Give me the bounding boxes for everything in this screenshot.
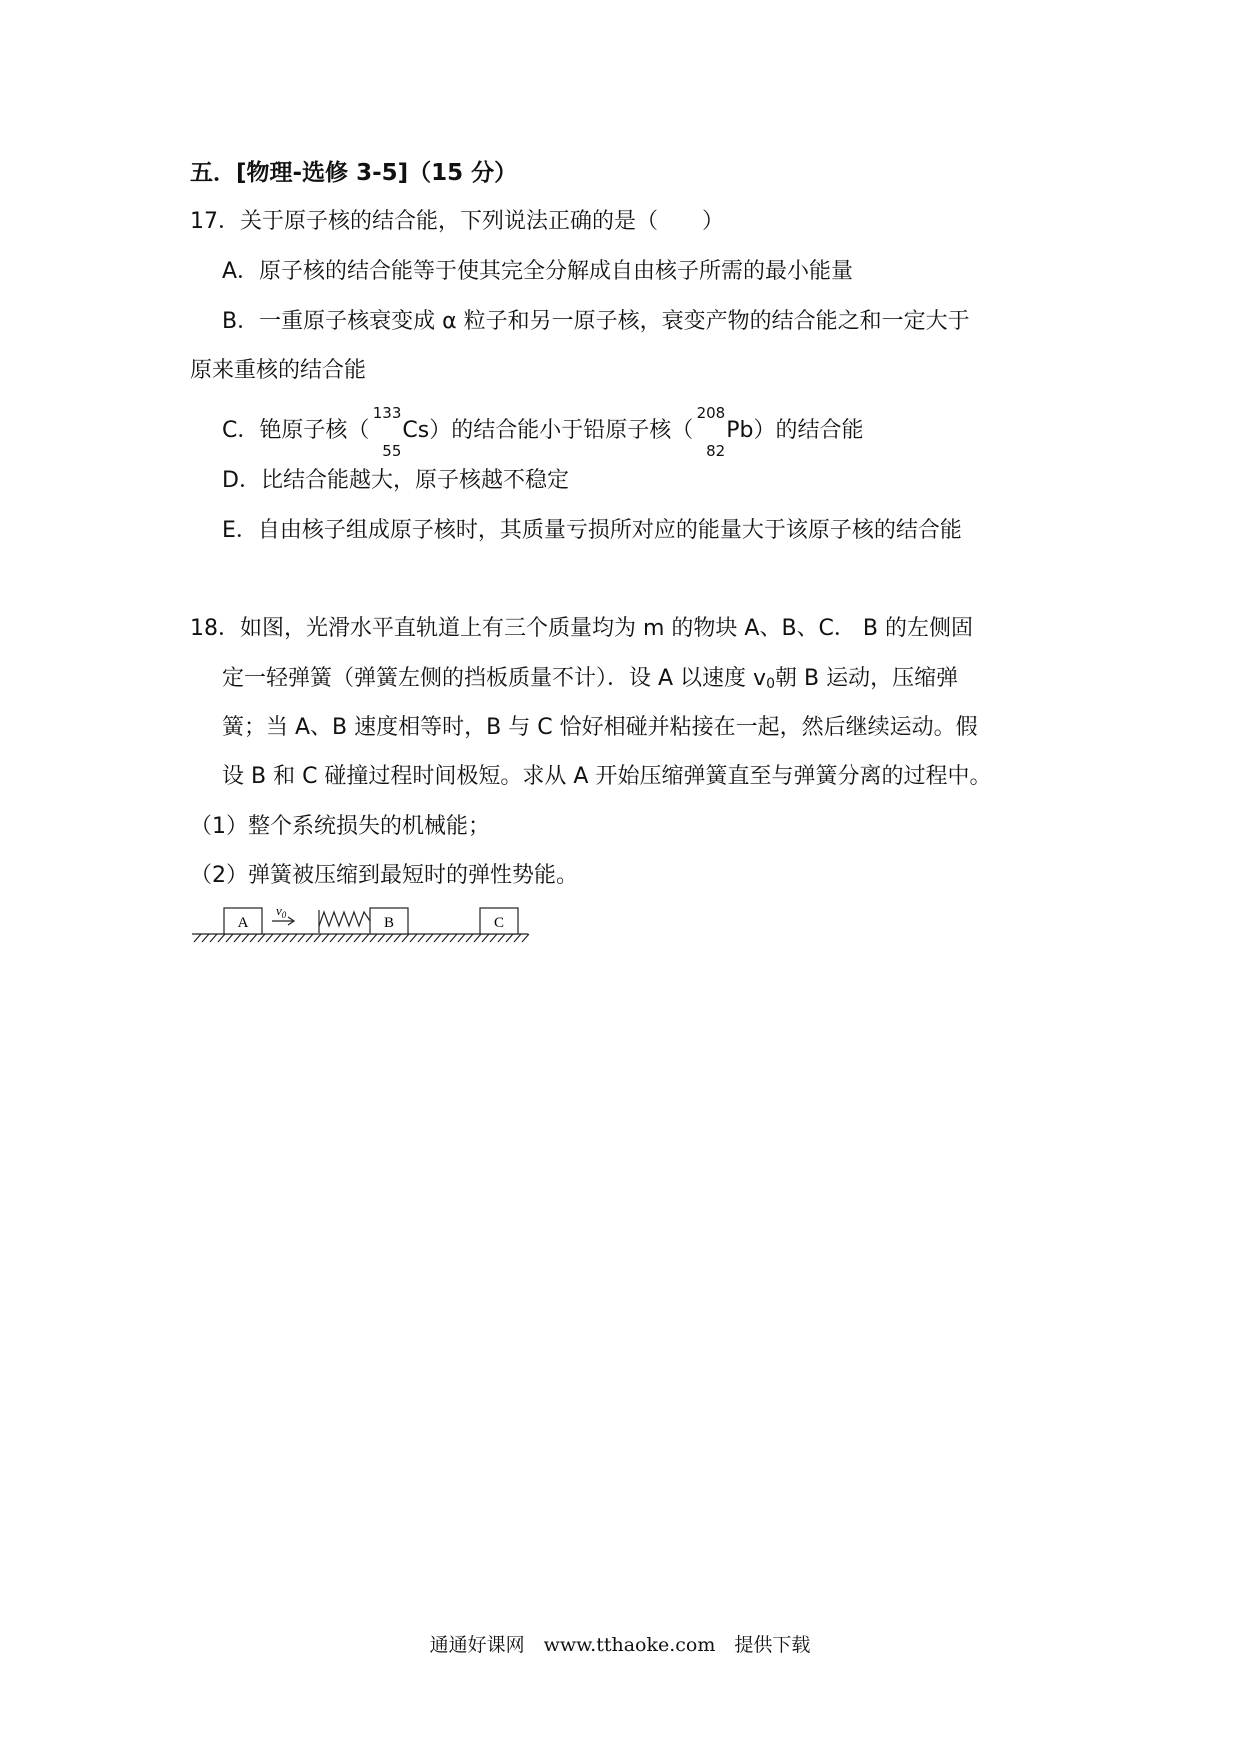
q18-sub1: （1）整个系统损失的机械能； <box>190 814 490 839</box>
q18-line1: 18．如图，光滑水平直轨道上有三个质量均为 m 的物块 A、B、C． B 的左侧固 <box>190 616 973 641</box>
q17-option-b-line2: 原来重核的结合能 <box>190 358 367 383</box>
q18-line2 <box>222 664 958 699</box>
cs-atomic-number: 55 <box>382 442 402 460</box>
cs-mass-number: 133 <box>372 404 402 422</box>
velocity-label <box>276 906 287 920</box>
block-a-label: A <box>237 915 249 931</box>
track-figure <box>190 906 540 966</box>
q17-option-a: A．原子核的结合能等于使其完全分解成自由核子所需的最小能量 <box>222 259 854 284</box>
option-c-middle: ）的结合能小于铅原子核（ <box>429 418 694 443</box>
velocity-letter: v <box>276 906 282 918</box>
section-heading: 五．[物理-选修 3-5]（15 分） <box>190 160 518 186</box>
q18-sub2: （2）弹簧被压缩到最短时的弹性势能。 <box>190 863 578 888</box>
spring <box>319 912 370 926</box>
v0-subscript: 0 <box>766 676 775 692</box>
q17-option-b-line1: B．一重原子核衰变成 α 粒子和另一原子核，衰变产物的结合能之和一定大于 <box>222 309 970 334</box>
pb-symbol: Pb <box>726 418 754 443</box>
q18-line4: 设 B 和 C 碰撞过程时间极短。求从 A 开始压缩弹簧直至与弹簧分离的过程中。 <box>222 764 992 789</box>
page-footer: 通通好课网 www.tthaoke.com 提供下载 <box>429 1634 811 1656</box>
q17-option-c <box>222 404 864 460</box>
cs-nuclide-notation <box>372 404 402 460</box>
pb-mass-number: 208 <box>696 404 726 422</box>
q17-option-e: E．自由核子组成原子核时，其质量亏损所对应的能量大于该原子核的结合能 <box>222 518 962 543</box>
velocity-subscript: 0 <box>281 910 287 920</box>
q18-line2-part1: 定一轻弹簧（弹簧左侧的挡板质量不计）．设 A 以速度 v <box>222 666 767 691</box>
pb-atomic-number: 82 <box>706 442 726 460</box>
track-hatching <box>194 934 529 942</box>
q18-line2-part2: 朝 B 运动，压缩弹 <box>774 666 959 691</box>
option-c-prefix: C．铯原子核（ <box>222 418 370 443</box>
q18-line3: 簧；当 A、B 速度相等时，B 与 C 恰好相碰并粘接在一起，然后继续运动。假 <box>222 715 978 740</box>
block-c-label: C <box>493 915 505 931</box>
cs-symbol: Cs <box>402 418 430 443</box>
option-c-suffix: ）的结合能 <box>753 418 864 443</box>
block-b-label: B <box>383 915 395 931</box>
q17-stem: 17．关于原子核的结合能，下列说法正确的是（ ） <box>190 209 724 234</box>
pb-nuclide-notation <box>696 404 726 460</box>
q17-option-d: D．比结合能越大，原子核越不稳定 <box>222 468 569 493</box>
